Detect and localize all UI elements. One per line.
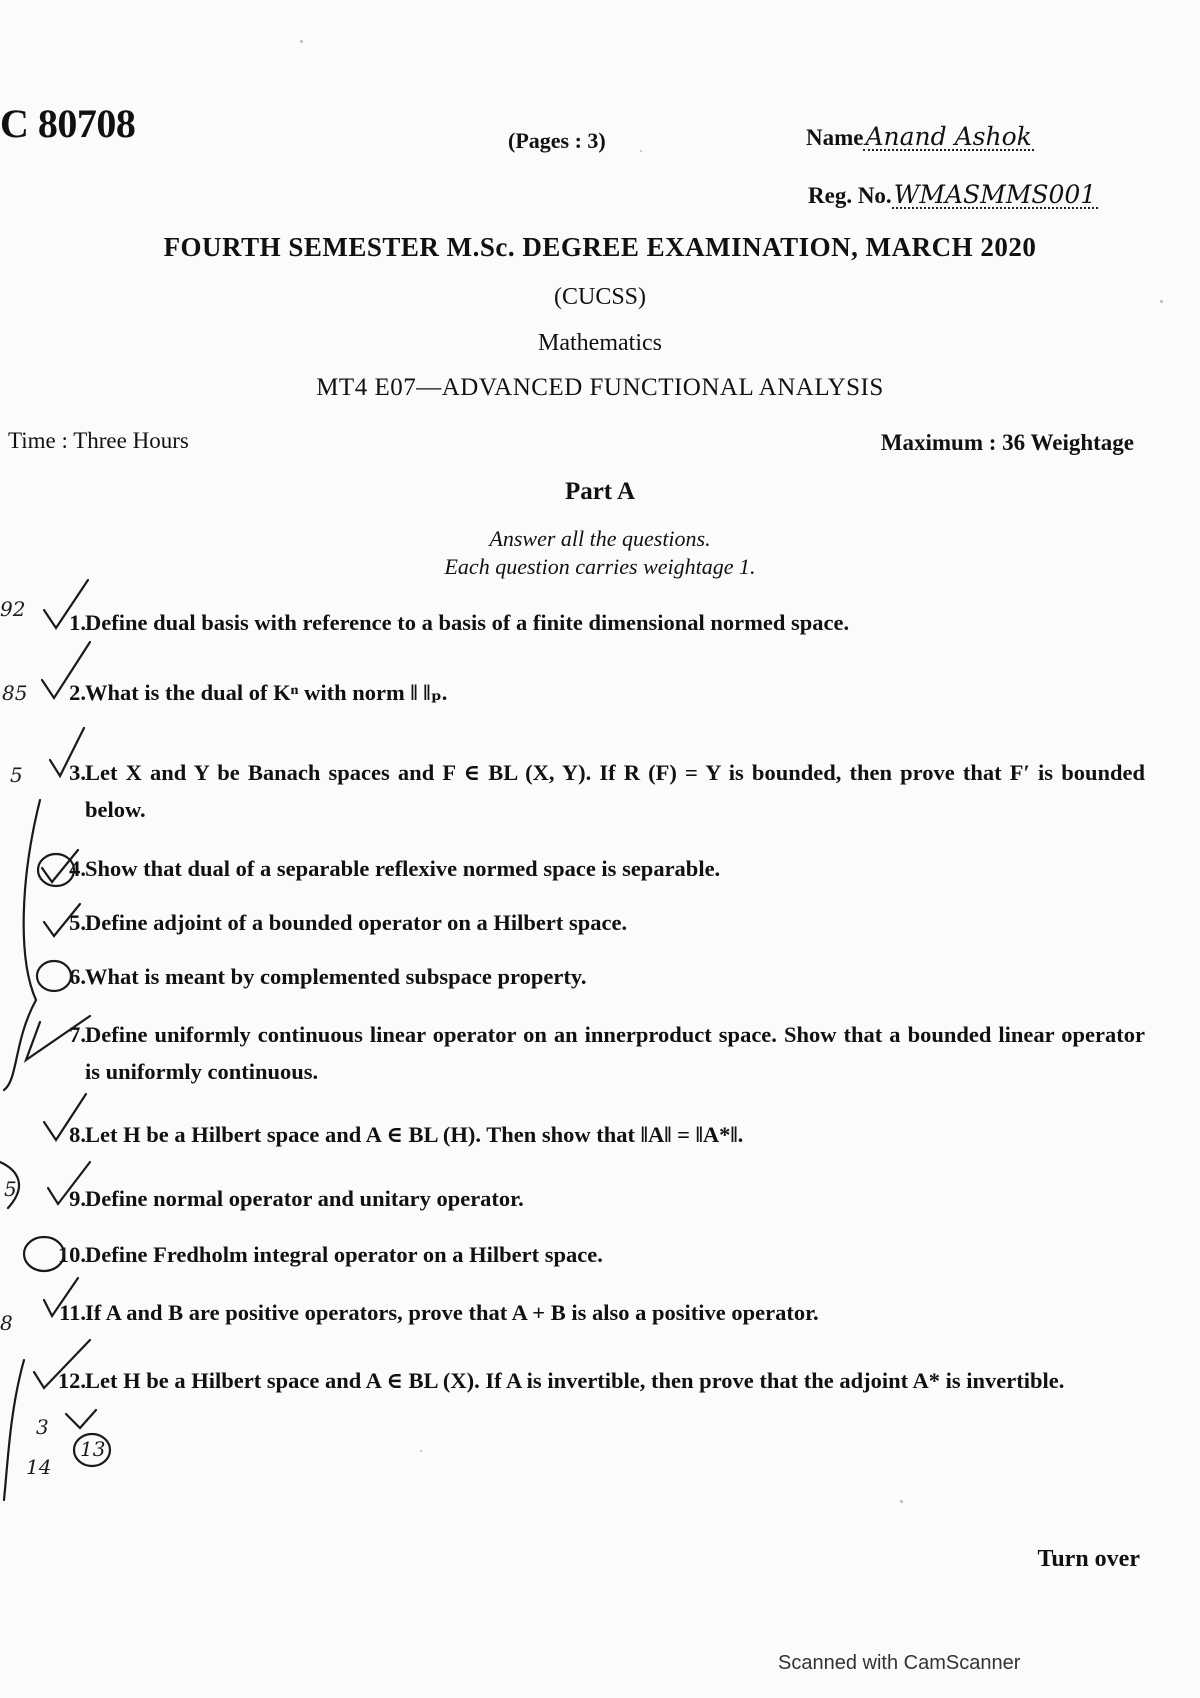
margin-note: 14 — [26, 1455, 52, 1479]
margin-note: 5 — [10, 763, 23, 787]
question-text: Let H be a Hilbert space and A ∈ BL (X). If A is invertible, then prove that the adjoint A* is invertible. — [85, 1368, 1065, 1393]
question-number: 3. — [69, 760, 86, 785]
question-number: 6. — [69, 964, 86, 989]
tick-mark-icon — [26, 1016, 90, 1060]
turn-over: Turn over — [1037, 1546, 1140, 1572]
instruction-line-1: Answer all the questions. — [489, 526, 711, 551]
paper-code: C 80708 — [0, 101, 136, 146]
question-number: 4. — [69, 856, 86, 881]
question-number: 7. — [69, 1022, 86, 1047]
tick-mark-icon — [34, 1340, 90, 1388]
question-text: If A and B are positive operators, prove that A + B is also a positive operator. — [85, 1300, 819, 1325]
exam-scheme: (CUCSS) — [553, 284, 647, 310]
time-allowed: Time : Three Hours — [8, 428, 189, 453]
question-text: Define dual basis with reference to a basis of a finite dimensional normed space. — [85, 610, 850, 635]
margin-note: 8 — [0, 1311, 13, 1335]
question-number: 5. — [69, 910, 86, 935]
tick-mark-icon — [44, 580, 88, 628]
margin-bracket-icon — [4, 800, 40, 1090]
instruction-line-2: Each question carries weightage 1. — [444, 554, 756, 579]
margin-note: 3 — [36, 1415, 49, 1439]
reg-no-value-handwritten: WMASMMS001 — [893, 180, 1097, 209]
question-number: 1. — [69, 610, 86, 635]
circle-mark-icon — [24, 1237, 64, 1271]
tick-mark-icon — [44, 1094, 86, 1140]
question-text: Let H be a Hilbert space and A ∈ BL (H). Then show that ‖A‖ = ‖A*‖. — [85, 1122, 744, 1147]
question-number: 11. — [59, 1300, 86, 1325]
maximum-weightage: Maximum : 36 Weightage — [880, 430, 1134, 455]
margin-note: 5 — [4, 1177, 17, 1201]
reg-no-label: Reg. No. — [808, 183, 892, 208]
tick-mark-icon — [50, 728, 84, 776]
question-text: Let X and Y be Banach spaces and F ∈ BL (X, Y). If R (F) = Y is bounded, then prove that F′ is bounded below. — [85, 760, 1145, 822]
question-text: What is the dual of Kⁿ with norm ‖ ‖ₚ. — [85, 680, 448, 705]
tick-mark-icon — [48, 1162, 90, 1204]
exam-subject: Mathematics — [538, 330, 662, 356]
margin-note: 92 — [0, 597, 26, 621]
part-title: Part A — [564, 478, 636, 505]
margin-note: 13 — [80, 1437, 106, 1461]
circle-mark-icon — [37, 961, 71, 991]
name-label: Name — [806, 125, 864, 150]
question-number: 10. — [57, 1242, 86, 1267]
tick-mark-icon — [66, 1410, 96, 1428]
question-text: What is meant by complemented subspace property. — [85, 964, 587, 989]
question-text: Define normal operator and unitary operator. — [85, 1186, 524, 1211]
question-number: 2. — [69, 680, 86, 705]
page-count: (Pages : 3) — [508, 128, 606, 153]
exam-title: FOURTH SEMESTER M.Sc. DEGREE EXAMINATION, MARCH 2020 — [163, 232, 1037, 262]
question-text: Define adjoint of a bounded operator on a Hilbert space. — [85, 910, 628, 935]
margin-bracket-icon — [4, 1360, 24, 1500]
scanner-watermark: Scanned with CamScanner — [778, 1652, 1021, 1674]
course-title: MT4 E07—ADVANCED FUNCTIONAL ANALYSIS — [316, 374, 884, 401]
question-text: Define uniformly continuous linear operator on an innerproduct space. Show that a bounded linear operator is uniformly continuous. — [85, 1022, 1145, 1084]
name-value-handwritten: Anand Ashok — [865, 122, 1032, 151]
question-text: Define Fredholm integral operator on a Hilbert space. — [85, 1242, 603, 1267]
margin-note: 85 — [2, 681, 28, 705]
question-number: 12. — [57, 1368, 86, 1393]
question-number: 9. — [69, 1186, 86, 1211]
question-text: Show that dual of a separable reflexive normed space is separable. — [85, 856, 721, 881]
tick-mark-icon — [44, 904, 80, 936]
tick-mark-icon — [42, 642, 90, 698]
tick-mark-icon — [44, 1278, 78, 1316]
question-number: 8. — [69, 1122, 86, 1147]
